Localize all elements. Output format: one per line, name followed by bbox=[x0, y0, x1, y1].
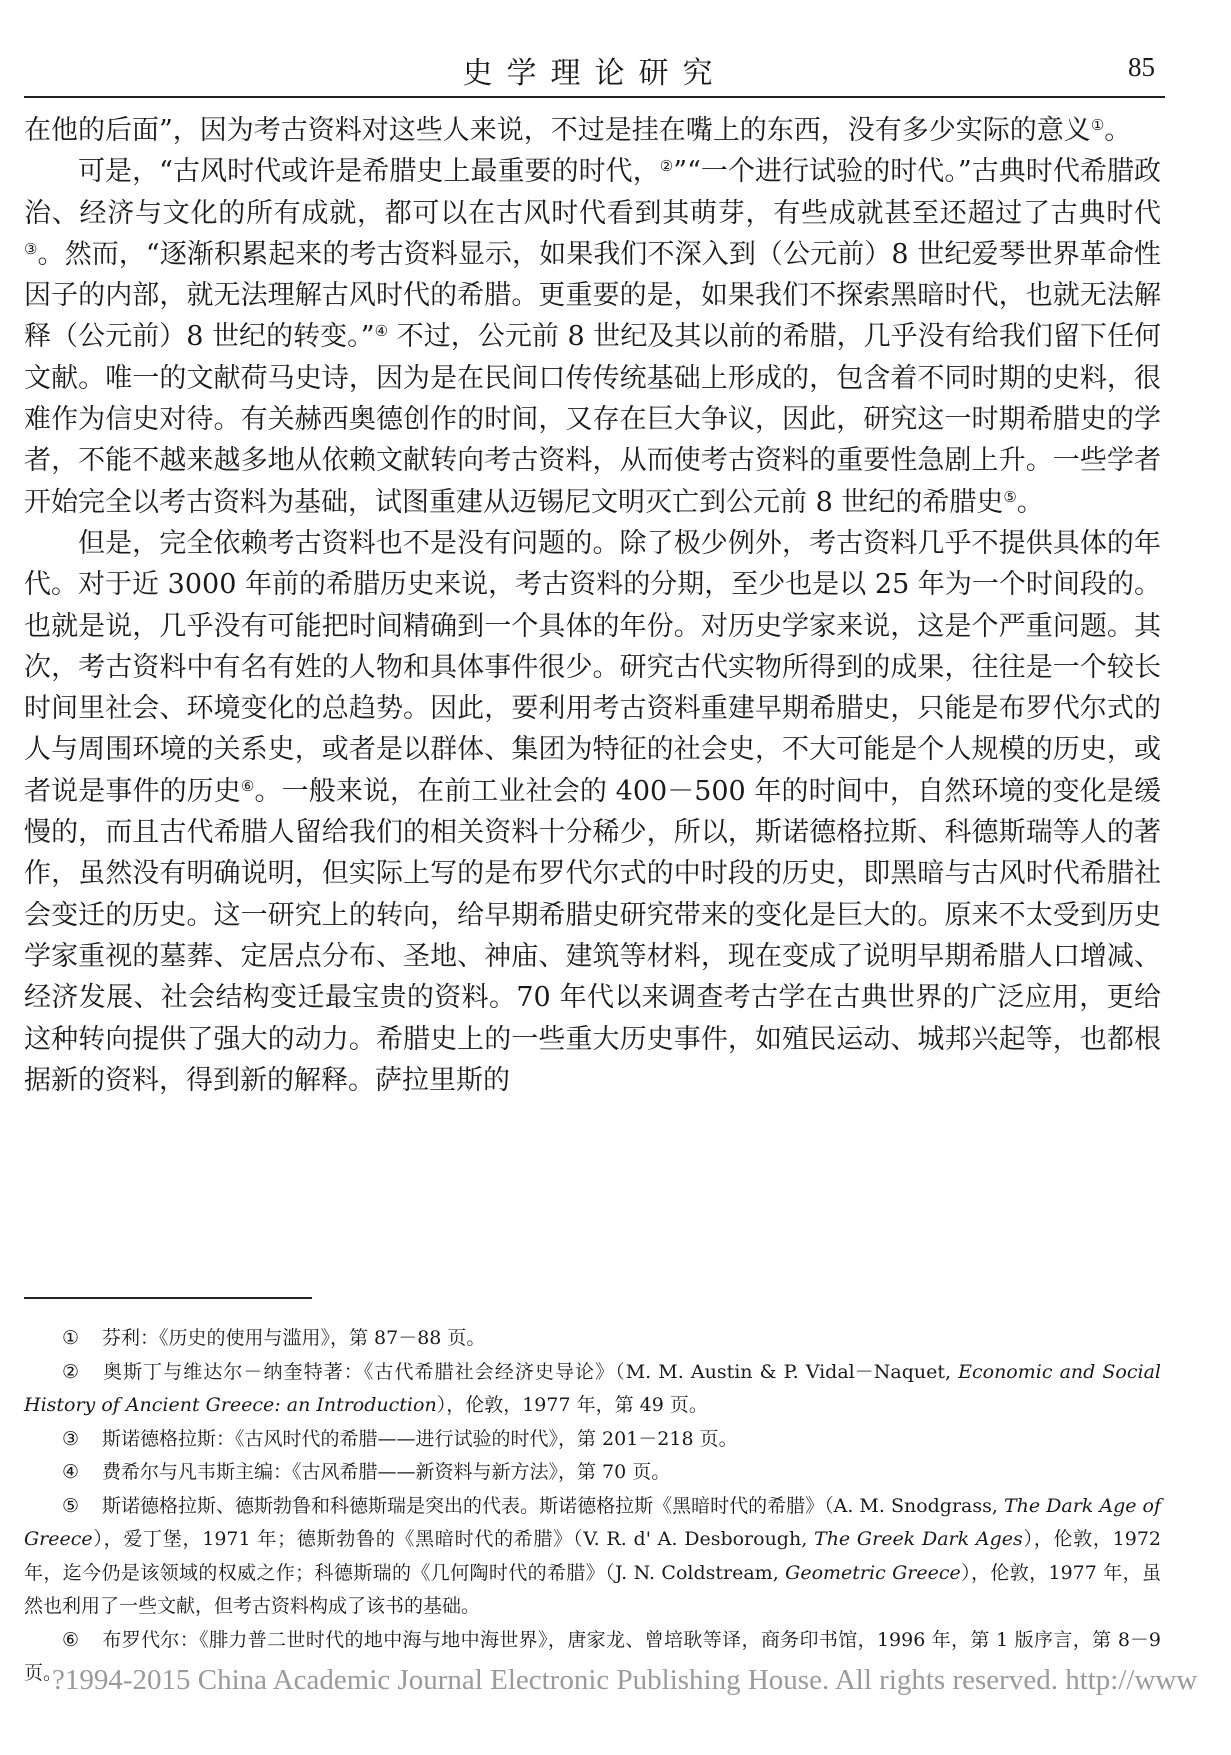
running-header bbox=[24, 48, 1165, 96]
paragraph-3: 但是，完全依赖考古资料也不是没有问题的。除了极少例外，考古资料几乎不提供具体的年代。对于近 3000 年前的希腊历史来说，考古资料的分期，至少也是以 25 年为一个时间段的。也就是说，几乎没有可能把时间精确到一个具体的年份。对历史学家来说，这是个严重问题。其次，考古资料中有名有姓的人物和具体事件很少。研究古代实物所得到的成果，往往是一个较长时间里社会、环境变化的总趋势。因此，要利用考古资料重建早期希腊史，只能是布罗代尔式的人与周围环境的关系史，或者是以群体、集团为特征的社会史，不大可能是个人规模的历史，或者说是事件的历史⑥。一般来说，在前工业社会的 400－500 年的时间中，自然环境的变化是缓慢的，而且古代希腊人留给我们的相关资料十分稀少，所以，斯诺德格拉斯、科德斯瑞等人的著作，虽然没有明确说明，但实际上写的是布罗代尔式的中时段的历史，即黑暗与古风时代希腊社会变迁的历史。这一研究上的转向，给早期希腊史研究带来的变化是巨大的。原来不太受到历史学家重视的墓葬、定居点分布、圣地、神庙、建筑等材料，现在变成了说明早期希腊人口增减、经济发展、社会结构变迁最宝贵的资料。70 年代以来调查考古学在古典世界的广泛应用，更给这种转向提供了强大的动力。希腊史上的一些重大历史事件，如殖民运动、城邦兴起等，也都根据新的资料，得到新的解释。萨拉里斯的 bbox=[24, 527, 1162, 1096]
footnote-rule bbox=[24, 1297, 312, 1299]
footnote-1: ① 芬利：《历史的使用与滥用》，第 87－88 页。 bbox=[62, 1327, 486, 1349]
footnote-ref-1[interactable]: ① bbox=[1090, 116, 1105, 134]
footnote-4: ④ 费希尔与凡韦斯主编：《古风希腊——新资料与新方法》，第 70 页。 bbox=[62, 1461, 671, 1483]
header-rule bbox=[24, 96, 1165, 98]
copyright-watermark: ?1994-2015 China Academic Journal Electronic Publishing House. All rights reserved. http://www bbox=[52, 1664, 1198, 1696]
page-number: 85 bbox=[1128, 52, 1155, 82]
footnote-ref-5[interactable]: ⑤ bbox=[1003, 487, 1017, 506]
body-text bbox=[24, 110, 1161, 1101]
footnote-5: ⑤ 斯诺德格拉斯、德斯勃鲁和科德斯瑞是突出的代表。斯诺德格拉斯《黑暗时代的希腊》（A. M. Snodgrass, The Dark Age of Greece），爱丁堡，1971 年；德斯勃鲁的《黑暗时代的希腊》（V. R. d' A. Desborough, The Greek Dark Ages），伦敦，1972 年，迄今仍是该领域的权威之作；科德斯瑞的《几何陶时代的希腊》（J. N. Coldstream, Geometric Greece），伦敦，1977 年，虽然也利用了一些文献，但考古资料构成了该书的基础。 bbox=[24, 1494, 1162, 1617]
journal-title: 史学理论研究 bbox=[462, 56, 727, 91]
footnote-ref-4[interactable]: ④ bbox=[374, 322, 389, 341]
footnote-ref-6[interactable]: ⑥ bbox=[240, 776, 255, 795]
paragraph-2: 可是，“古风时代或许是希腊史上最重要的时代，②”“一个进行试验的时代。”古典时代希腊政治、经济与文化的所有成就，都可以在古风时代看到其萌芽，有些成就甚至还超过了古典时代③。然而，“逐渐积累起来的考古资料显示，如果我们不深入到（公元前）8 世纪爱琴世界革命性因子的内部，就无法理解古风时代的希腊。更重要的是，如果我们不探索黑暗时代，也就无法解释（公元前）8 世纪的转变。”④ 不过，公元前 8 世纪及其以前的希腊，几乎没有给我们留下任何文献。唯一的文献荷马史诗，因为是在民间口传传统基础上形成的，包含着不同时期的史料，很难作为信史对待。有关赫西奥德创作的时间，又存在巨大争议，因此，研究这一时期希腊史的学者，不能不越来越多地从依赖文献转向考古资料，从而使考古资料的重要性急剧上升。一些学者开始完全以考古资料为基础，试图重建从迈锡尼文明灭亡到公元前 8 世纪的希腊史⑤。 bbox=[24, 156, 1161, 518]
paragraph-1: 在他的后面”，因为考古资料对这些人来说，不过是挂在嘴上的东西，没有多少实际的意义①。 bbox=[24, 115, 1132, 146]
footnote-2: ② 奥斯丁与维达尔－纳奎特著：《古代希腊社会经济史导论》（M. M. Austin & P. Vidal－Naquet, Economic and Social History of Ancient Greece: an Introduction），伦敦，1977 年，第 49 页。 bbox=[24, 1360, 1161, 1416]
footnote-6: ⑥ 布罗代尔：《腓力普二世时代的地中海与地中海世界》，唐家龙、曾培耿等译，商务印书馆，1996 年，第 1 版序言，第 8－9 页。 bbox=[24, 1628, 1161, 1684]
footnote-3: ③ 斯诺德格拉斯：《古风时代的希腊——进行试验的时代》，第 201－218 页。 bbox=[62, 1427, 738, 1450]
footnote-ref-2[interactable]: ② bbox=[659, 157, 674, 176]
footnote-ref-3[interactable]: ③ bbox=[24, 239, 38, 258]
footnotes bbox=[24, 1322, 1161, 1691]
